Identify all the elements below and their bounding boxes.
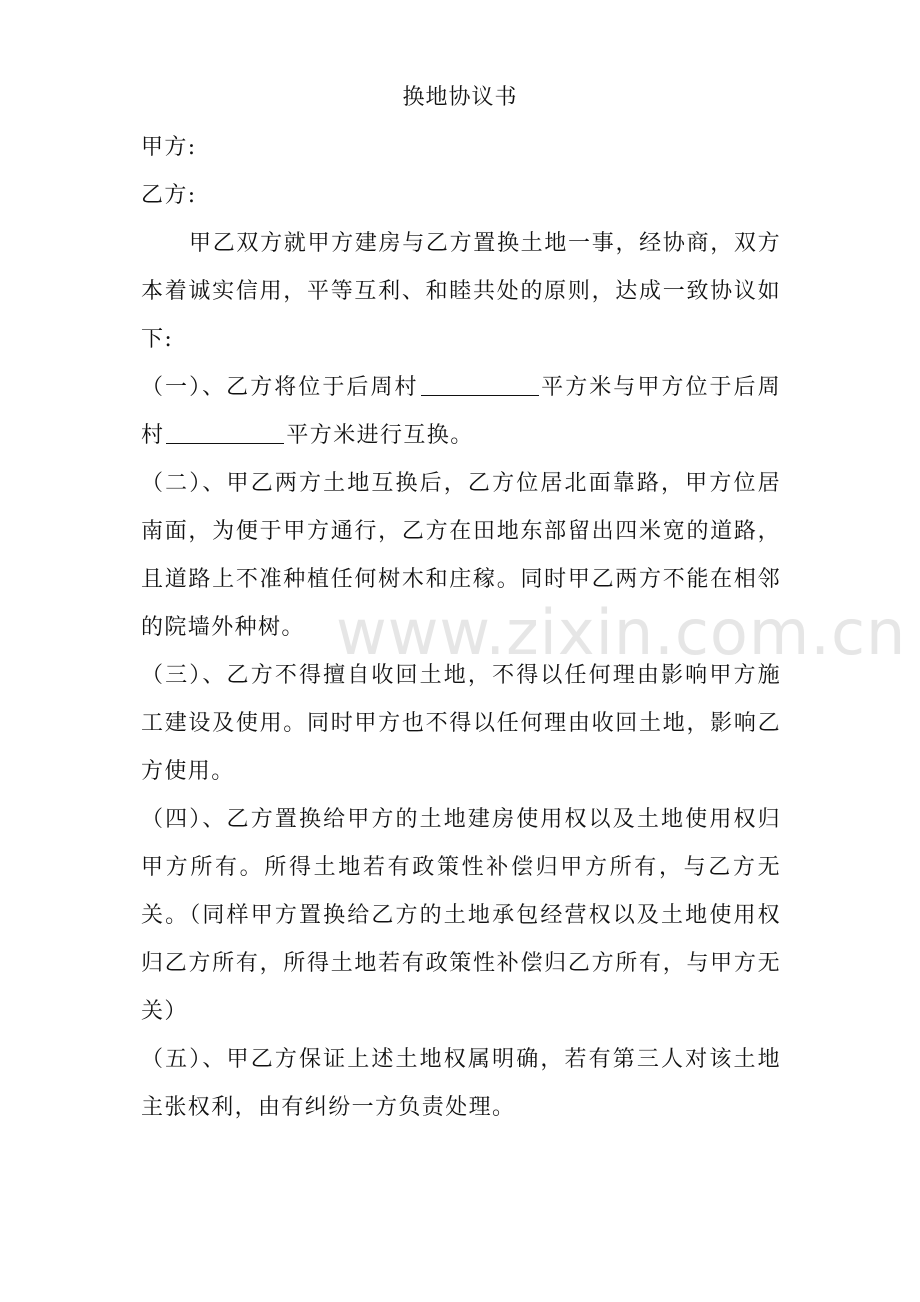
party-a-line: 甲方: bbox=[141, 135, 197, 160]
clause-3: （三）、乙方不得擅自收回土地，不得以任何理由影响甲方施工建设及使用。同时甲方也不得以任何理由收回土地，影响乙方使用。 bbox=[141, 663, 781, 784]
document-body bbox=[141, 124, 781, 1132]
clause-2: （二）、甲乙两方土地互换后，乙方位居北面靠路，甲方位居南面，为便于甲方通行，乙方在田地东部留出四米宽的道路，且道路上不准种植任何树木和庄稼。同时甲乙两方不能在相邻的院墙外种树。 bbox=[141, 471, 781, 640]
intro-paragraph: 甲乙双方就甲方建房与乙方置换土地一事，经协商，双方本着诚实信用，平等互利、和睦共处的原则，达成一致协议如下: bbox=[141, 231, 781, 352]
clause-5: （五）、甲乙方保证上述土地权属明确，若有第三人对该土地主张权利，由有纠纷一方负责处理。 bbox=[141, 1047, 781, 1120]
document-title: 换地协议书 bbox=[402, 85, 518, 110]
watermark: www.zixin.com.cn bbox=[336, 596, 907, 669]
party-b-line: 乙方: bbox=[141, 183, 197, 208]
blank-field-area-a bbox=[166, 419, 284, 444]
clause-1-text-c: 平方米进行互换。 bbox=[286, 423, 474, 448]
clause-1-text-b: 平方米与甲方位于后周村 bbox=[141, 375, 781, 448]
blank-field-area-b bbox=[421, 371, 539, 396]
clause-1 bbox=[141, 364, 781, 460]
clause-1-text-a: （一）、乙方将位于后周村 bbox=[141, 375, 419, 400]
clause-4: （四）、乙方置换给甲方的土地建房使用权以及土地使用权归甲方所有。所得土地若有政策性补偿归甲方所有，与乙方无关。（同样甲方置换给乙方的土地承包经营权以及土地使用权归乙方所有，所得土地若有政策性补偿归乙方所有，与甲方无关） bbox=[141, 807, 781, 1024]
